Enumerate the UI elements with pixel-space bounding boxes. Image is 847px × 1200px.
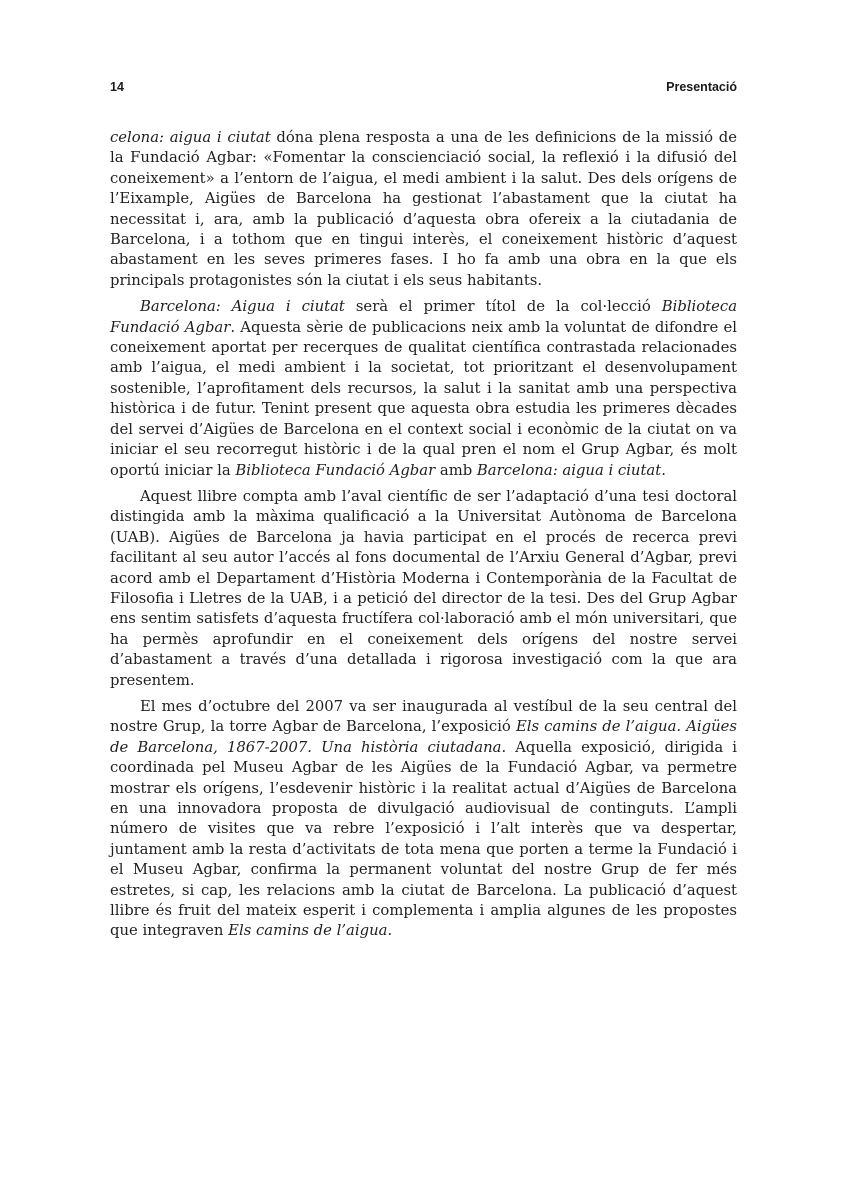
italic-text: Els camins de l’aigua bbox=[228, 922, 388, 940]
italic-text: Barcelona: aigua i ciutat bbox=[476, 461, 662, 479]
italic-text: Biblioteca Fundació Agbar bbox=[235, 461, 436, 479]
paragraph-4 bbox=[110, 697, 737, 942]
page-number: 14 bbox=[110, 80, 124, 94]
text-segment: . Aquella exposició, dirigida i coordinada pel Museu Agbar de les Aigües de la Fundació Agbar, va permetre mostrar els orígens, l’esdevenir històric i la realitat actual d’Aigües de Barcelona en una innovadora proposta de divulgació audiovisual de continguts. L’ampli número de visites que va rebre l’exposició i l’alt interès que va despertar, juntament amb la resta d’activitats de tota mena que porten a terme la Fundació i el Museu Agbar, confirma la permanent voluntat del nostre Grup de fer més estretes, si cap, les relacions amb la ciutat de Barcelona. La publicació d’aquest llibre és fruit del mateix esperit i complementa i amplia algunes de les propostes que integraven bbox=[110, 738, 737, 940]
text-segment: . Aquesta sèrie de publicacions neix amb la voluntat de difondre el coneixement aportat per recerques de qualitat científica contrastada relacionades amb l’aigua, el medi ambient i la societat, tot prioritzant el desenvolupament sostenible, l’aprofitament dels recursos, la salut i la sanitat amb una perspectiva històrica i de futur. Tenint present que aquesta obra estudia les primeres dècades del servei d’Aigües de Barcelona en el context social i econòmic de la ciutat on va iniciar el seu recorregut històric i de la qual pren el nom el Grup Agbar, és molt oportú iniciar la bbox=[110, 318, 737, 479]
text-segment: dóna plena resposta a una de les definicions de la missió de la Fundació Agbar: «Fomentar la conscienciació social, la reflexió i la difusió del coneixement» a l’entorn de l’aigua, el medi ambient i la salut. Des dels orígens de l’Eixample, Aigües de Barcelona ha gestionat l’abastament que la ciutat ha necessitat i, ara, amb la publicació d’aquesta obra ofereix a la ciutadania de Barcelona, i a tothom que en tingui interès, el coneixement històric d’aquest abastament en les seves primeres fases. I ho fa amb una obra en la que els principals protagonistes són la ciutat i els seus habitants. bbox=[110, 129, 737, 289]
paragraph-2 bbox=[110, 297, 737, 481]
page-header bbox=[110, 78, 737, 96]
text-segment: . bbox=[661, 461, 666, 479]
text-segment: . bbox=[387, 922, 393, 940]
paragraph-1 bbox=[110, 128, 737, 291]
italic-text: celona: aigua i ciutat bbox=[110, 129, 271, 146]
paragraph-3 bbox=[110, 487, 737, 691]
body-text bbox=[110, 128, 737, 948]
italic-text: Biblioteca Fundació Agbar bbox=[110, 298, 738, 336]
text-segment: Aquest llibre compta amb l’aval científic de ser l’adaptació d’una tesi doctoral distingida amb la màxima qualificació a la Universitat Autònoma de Barcelona (UAB). Aigües de Barcelona ja havia participat en el procés de recerca previ facilitant al seu autor l’accés al fons documental de l’Arxiu General d’Agbar, previ acord amb el Departament d’Història Moderna i Contemporània de la Facultat de Filosofia i Lletres de la UAB, i a petició del director de la tesi. Des del Grup Agbar ens sentim satisfets d’aquesta fructífera col·laboració amb el món universitari, que ha permès aprofundir en el coneixement dels orígens del nostre servei d’abastament a través d’una detallada i rigorosa investigació com la que ara presentem. bbox=[110, 487, 737, 689]
text-segment: serà el primer títol de la col·lecció bbox=[344, 298, 662, 316]
italic-text: Barcelona: Aigua i ciutat bbox=[140, 298, 345, 316]
text-segment: El mes d’octubre del 2007 va ser inaugurada al vestíbul de la seu central del nostre Grup, la torre Agbar de Barcelona, l’exposició bbox=[110, 697, 737, 736]
italic-text: Els camins de l’aigua. Aigües de Barcelona, 1867-2007. Una història ciutadana bbox=[110, 718, 737, 756]
running-head: Presentació bbox=[666, 80, 737, 94]
text-segment: amb bbox=[435, 461, 477, 479]
